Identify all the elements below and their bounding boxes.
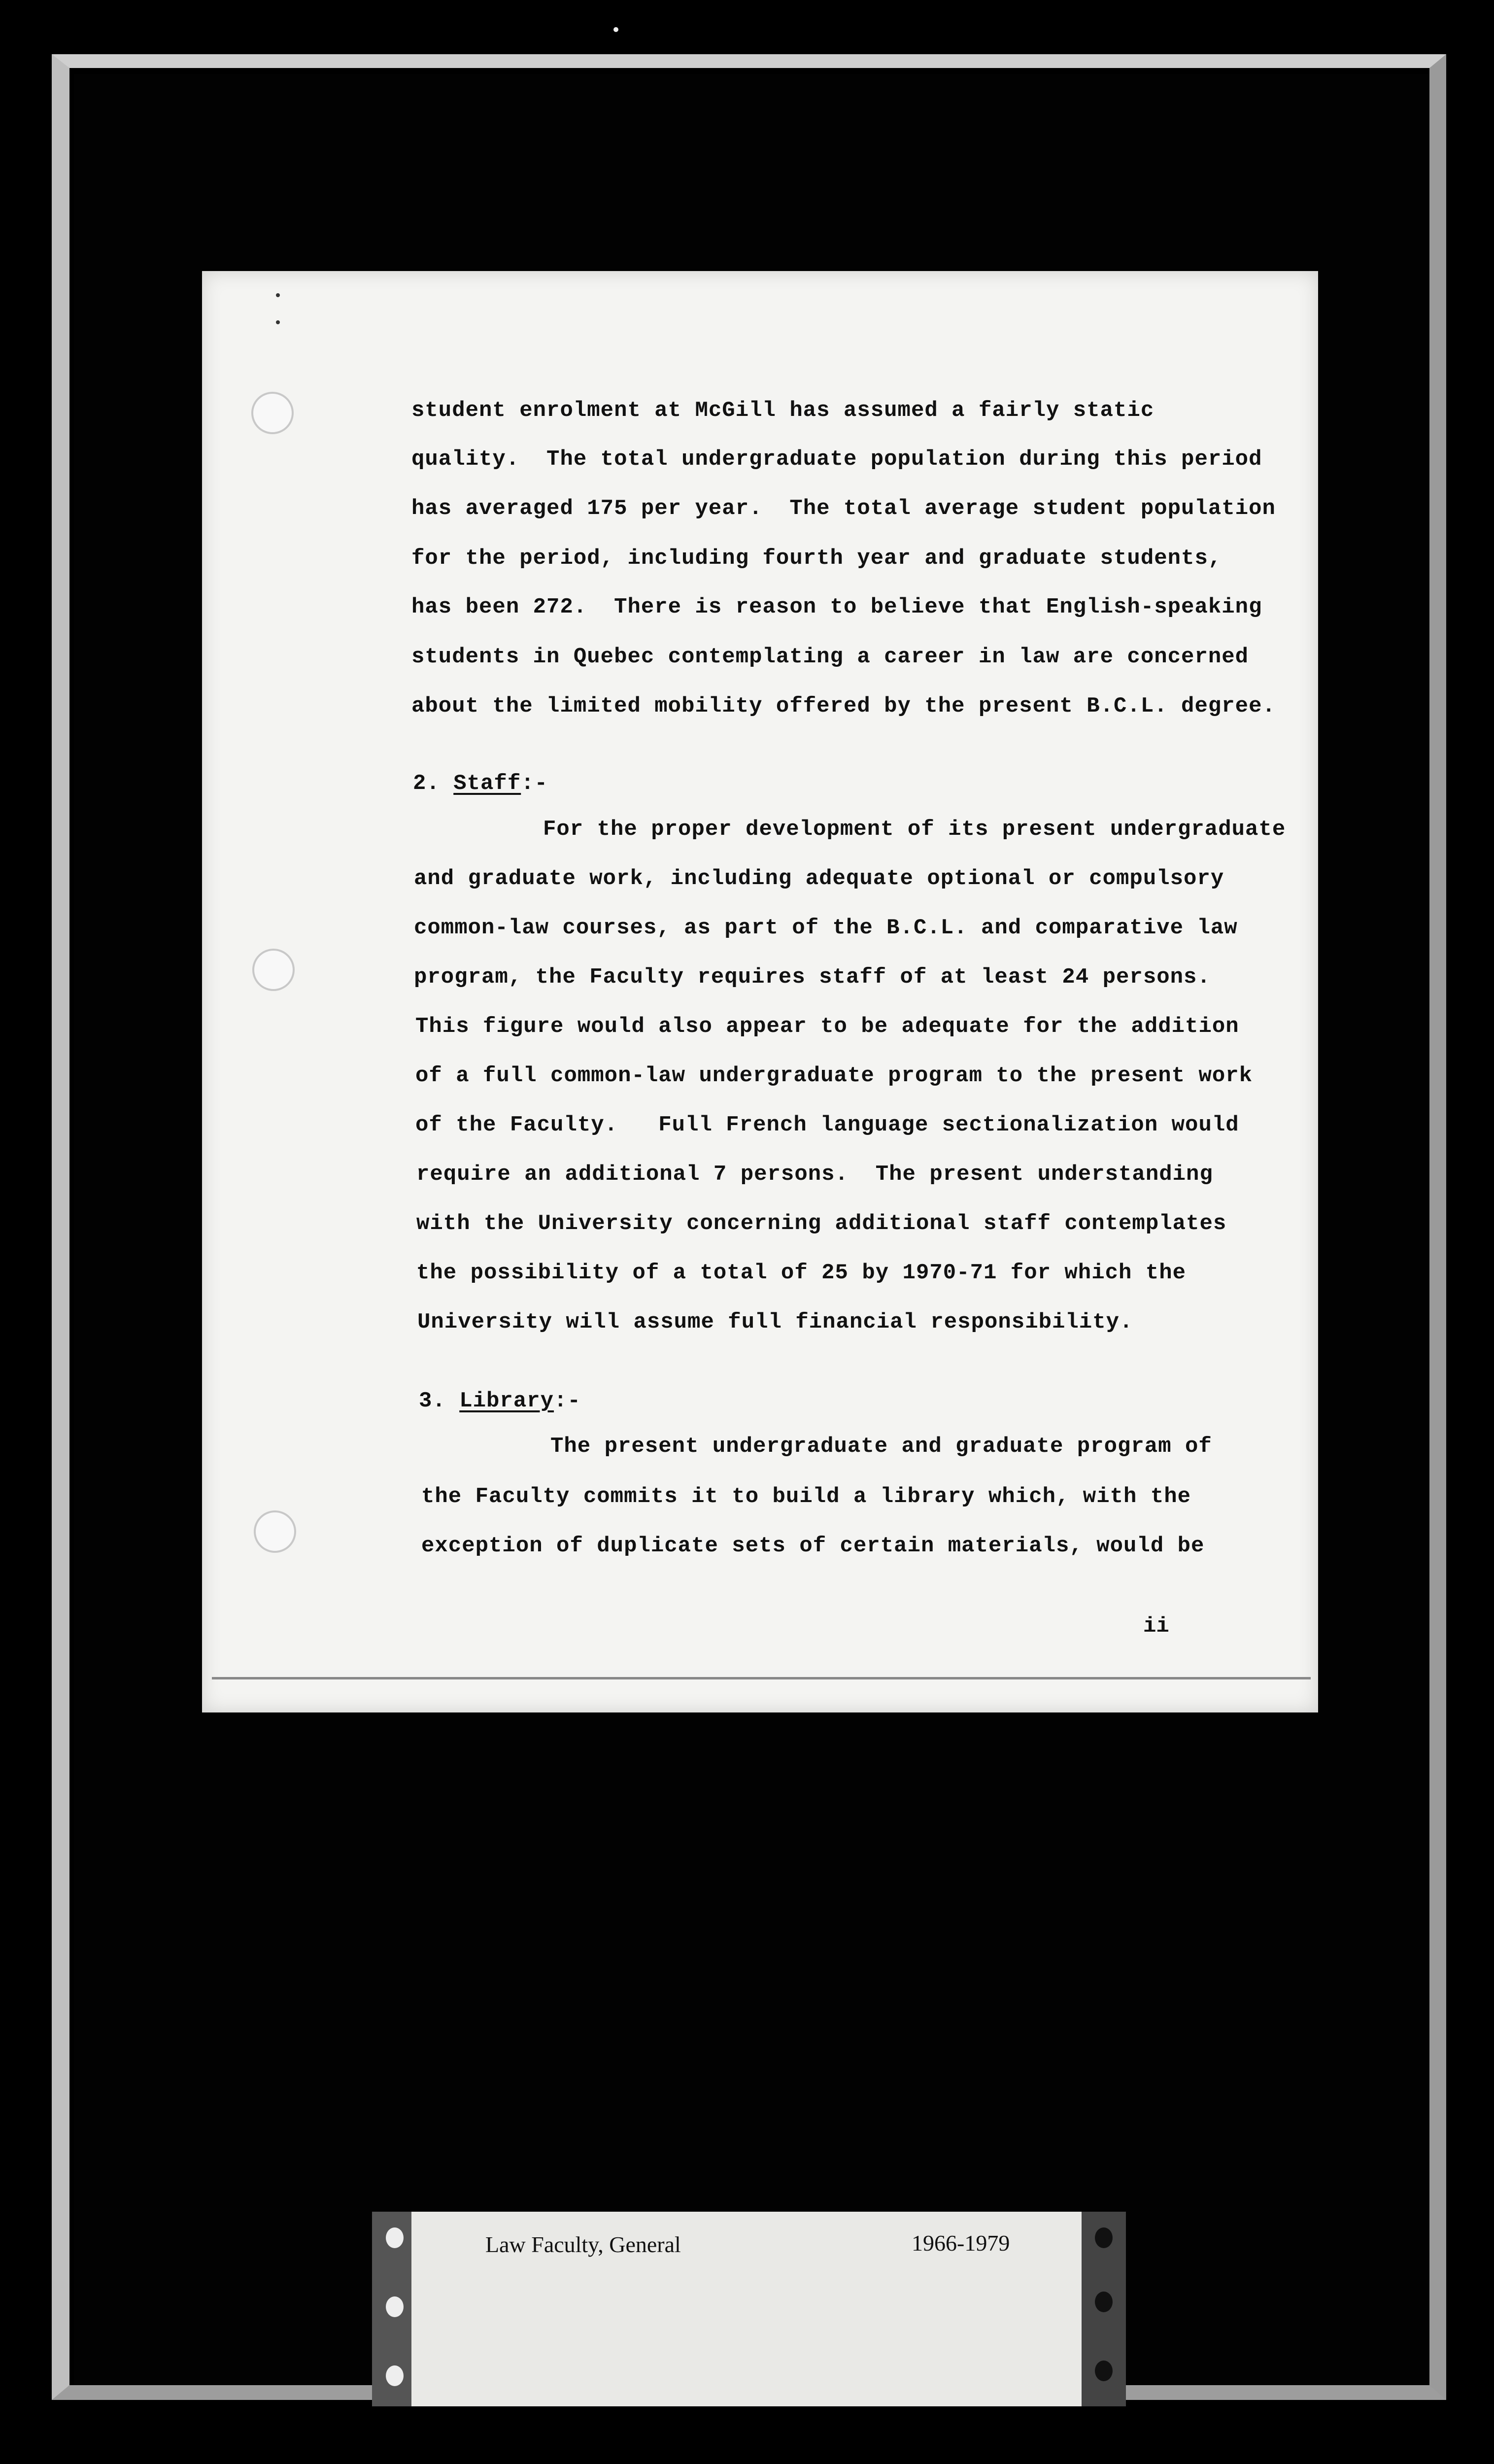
section-title: Library: [459, 1389, 554, 1413]
intro-line: about the limited mobility offered by the present B.C.L. degree.: [411, 694, 1276, 719]
intro-line: student enrolment at McGill has assumed a fairly static: [411, 398, 1154, 423]
staff-line: program, the Faculty requires staff of at least 24 persons.: [414, 965, 1211, 990]
staff-line: common-law courses, as part of the B.C.L. and comparative law: [414, 916, 1238, 940]
punch-hole-bottom: [254, 1510, 296, 1553]
sprocket-hole: [386, 2227, 404, 2248]
punch-hole-middle: [252, 949, 295, 991]
staff-line: require an additional 7 persons. The present understanding: [416, 1162, 1213, 1187]
section-suffix: :-: [521, 771, 548, 796]
staff-line: University will assume full financial responsibility.: [417, 1310, 1133, 1335]
intro-line: has averaged 175 per year. The total average student population: [411, 496, 1276, 521]
archive-dates: 1966-1979: [912, 2230, 1010, 2256]
speck: [276, 320, 280, 324]
page-bottom-edge: [212, 1673, 1311, 1679]
staff-line: with the University concerning additional staff contemplates: [416, 1211, 1227, 1236]
sprocket-hole: [1095, 2227, 1113, 2248]
speck: [613, 27, 618, 32]
library-line: the Faculty commits it to build a library which, with the: [421, 1484, 1191, 1509]
section-number: 3.: [419, 1389, 446, 1413]
intro-line: has been 272. There is reason to believe that English-speaking: [411, 595, 1262, 619]
staff-line: of the Faculty. Full French language sectionalization would: [415, 1113, 1239, 1137]
intro-line: quality. The total undergraduate population during this period: [411, 447, 1262, 472]
intro-line: students in Quebec contemplating a career in law are concerned: [411, 645, 1249, 669]
library-line: The present undergraduate and graduate program of: [550, 1434, 1212, 1459]
section-number: 2.: [413, 771, 440, 796]
punch-hole-top: [251, 392, 294, 434]
speck: [276, 293, 280, 297]
archive-collection: Law Faculty, General: [485, 2232, 681, 2257]
sprocket-hole: [1095, 2361, 1113, 2381]
library-line: exception of duplicate sets of certain materials, would be: [421, 1534, 1205, 1558]
sprocket-hole: [386, 2296, 404, 2317]
sprocket-hole: [1095, 2292, 1113, 2312]
page-number: ii: [1143, 1614, 1169, 1639]
archive-label-card: [372, 2212, 1126, 2406]
staff-line: and graduate work, including adequate optional or compulsory: [414, 866, 1224, 891]
staff-line: of a full common-law undergraduate program to the present work: [415, 1063, 1253, 1088]
staff-line: This figure would also appear to be adequate for the addition: [415, 1014, 1239, 1039]
section-heading-staff: [413, 771, 548, 796]
sprocket-hole: [386, 2365, 404, 2386]
section-heading-library: [419, 1389, 581, 1413]
section-title: Staff: [453, 771, 521, 796]
staff-line: For the proper development of its present undergraduate: [543, 817, 1286, 842]
intro-line: for the period, including fourth year and graduate students,: [411, 546, 1222, 571]
section-suffix: :-: [554, 1389, 581, 1413]
staff-line: the possibility of a total of 25 by 1970-71 for which the: [416, 1261, 1187, 1285]
